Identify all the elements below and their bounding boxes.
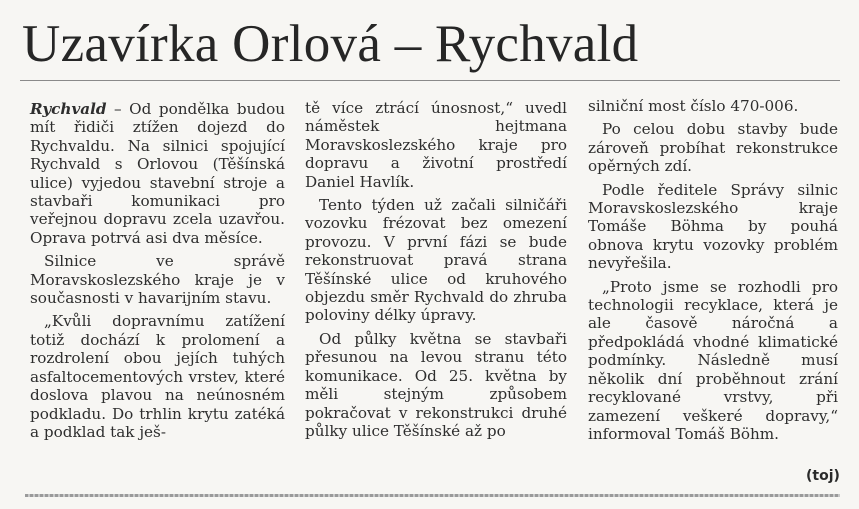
article-column-1 <box>30 100 285 446</box>
paragraph: tě více ztrácí únosnost,“ uvedl náměstek hejtmana Moravskoslezského kraje pro dopravu a životní prostředí Daniel Havlík. <box>305 99 567 191</box>
bottom-rule <box>25 494 840 497</box>
paragraph: Od půlky května se stavbaři přesunou na levou stranu této komunikace. Od 25. května by měli stejným způsobem pokračovat v rekonstrukci druhé půlky ulice Těšínské až po <box>305 329 567 440</box>
paragraph: Tento týden už začali silničáři vozovku frézovat bez omezení provozu. V první fázi se bude rekonstruovat pravá strana Těšínské ulice od kruhového objezdu směr Rychvald do zhruba poloviny délky úpravy. <box>305 196 567 325</box>
article-column-2 <box>305 99 567 445</box>
paragraph: „Proto jsme se rozhodli pro technologii recyklace, která je ale časově náročná a předpokládá vhodné klimatické podmínky. Následně musí několik dní proběhnout zrání recyklované vrstvy, při zamezení veškeré dopravy,“ informoval Tomáš Böhm. <box>588 277 838 443</box>
top-rule <box>20 80 840 81</box>
paragraph: Po celou dobu stavby bude zároveň probíhat rekonstrukce opěrných zdí. <box>588 120 838 176</box>
author-byline: (toj) <box>806 468 840 484</box>
headline: Uzavírka Orlová – Rychvald <box>22 15 639 73</box>
paragraph <box>30 100 285 247</box>
paragraph-text: – Od pondělka budou mít řidiči ztížen dojezd do Rychvaldu. Na silnici spojující Rychvald s Orlovou (Těšínská ulice) vyjedou stavební stroje a stavbaři komunikaci pro veřejnou dopravu zcela uzavřou. Oprava potrvá asi dva měsíce. <box>30 100 285 247</box>
article-column-3 <box>588 97 838 448</box>
paragraph: silniční most číslo 470-006. <box>588 97 799 115</box>
paragraph: „Kvůli dopravnímu zatížení totiž dochází k prolomení a rozdrolení obou jejích tuhých asfaltocementových vrstev, které doslova plavou na neúnosném podkladu. Do trhlin krytu zatéká a podklad tak ješ- <box>30 312 285 441</box>
paragraph: Silnice ve správě Moravskoslezského kraje je v současnosti v havarijním stavu. <box>30 252 285 308</box>
paragraph: Podle ředitele Správy silnic Moravskoslezského kraje Tomáše Böhma by pouhá obnova krytu vozovky problém nevyřešila. <box>588 180 838 273</box>
dateline: Rychvald <box>30 100 107 118</box>
